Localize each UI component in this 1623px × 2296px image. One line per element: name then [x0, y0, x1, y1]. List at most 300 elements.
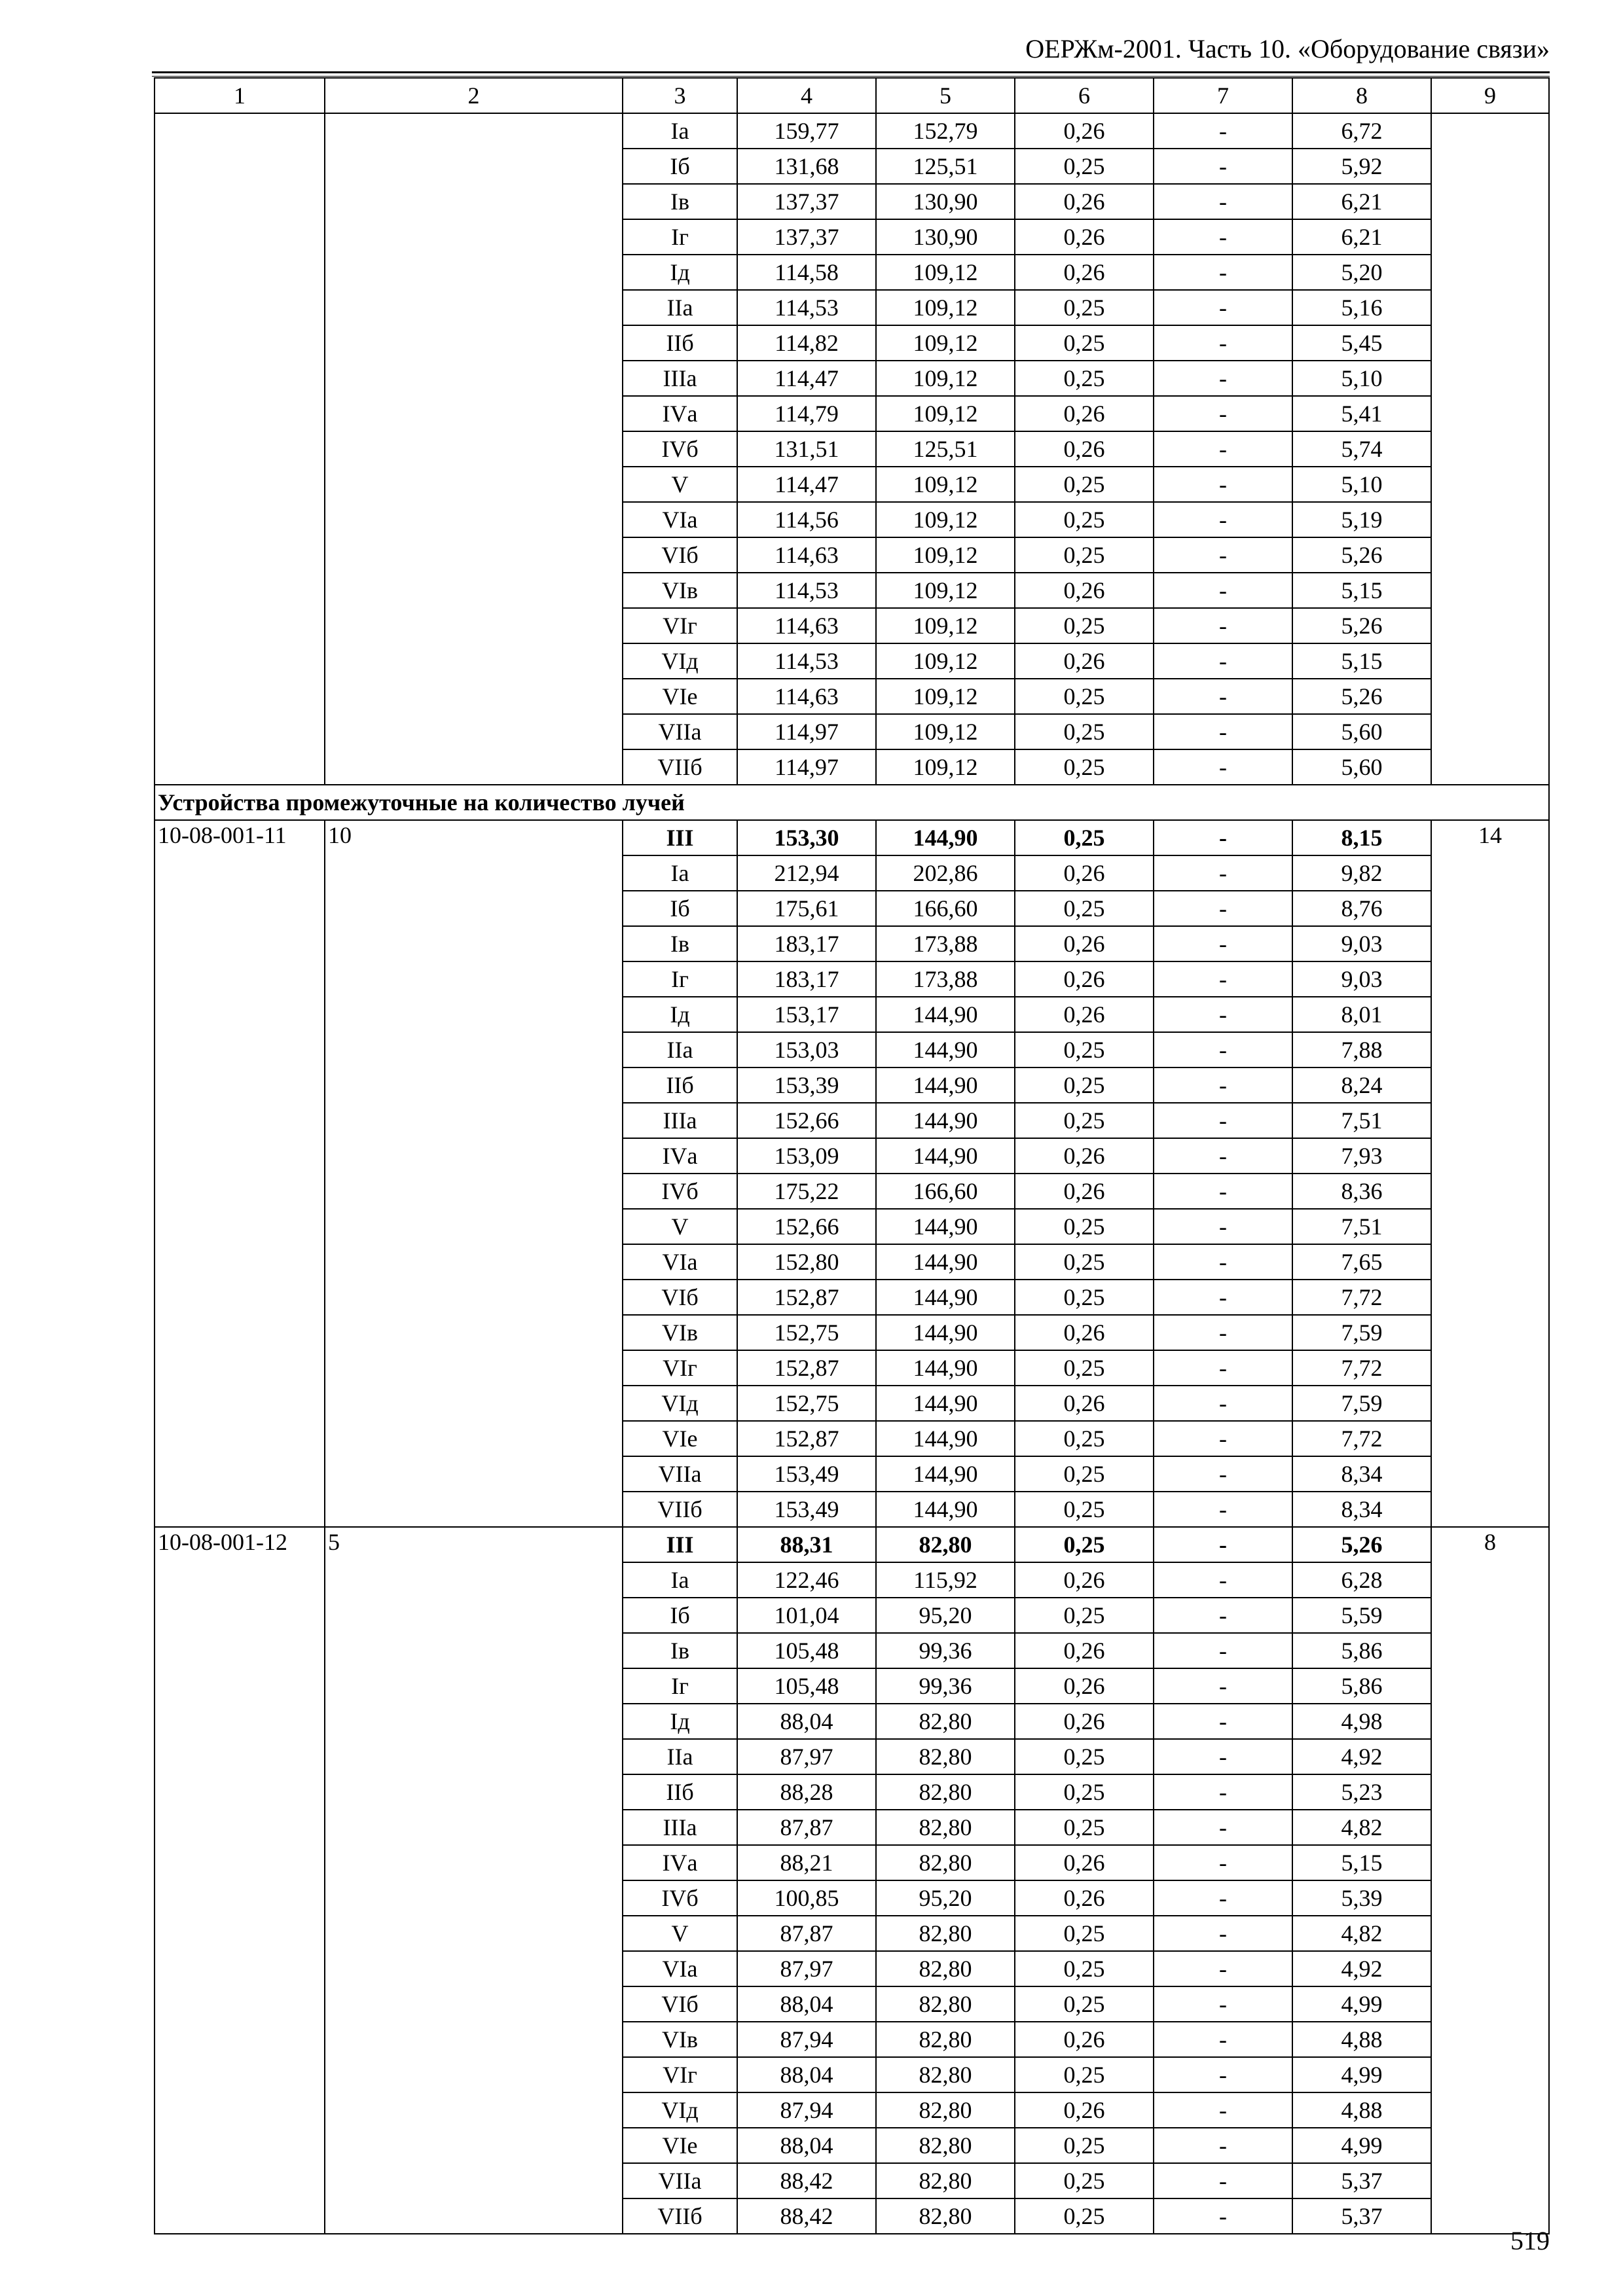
equipment-variant: Iд — [623, 997, 737, 1032]
wages: 82,80 — [876, 1916, 1015, 1951]
materials-cost: 5,15 — [1292, 643, 1431, 679]
driver-wages: - — [1154, 1951, 1292, 1986]
direct-cost: 114,63 — [737, 679, 876, 714]
direct-cost: 88,21 — [737, 1845, 876, 1880]
machine-cost: 0,25 — [1015, 1774, 1154, 1810]
direct-cost: 152,87 — [737, 1421, 876, 1456]
wages: 144,90 — [876, 997, 1015, 1032]
equipment-variant: VIIб — [623, 749, 737, 785]
materials-cost: 5,15 — [1292, 573, 1431, 608]
materials-cost: 7,72 — [1292, 1280, 1431, 1315]
wages: 125,51 — [876, 149, 1015, 184]
machine-cost: 0,25 — [1015, 1209, 1154, 1244]
direct-cost: 131,51 — [737, 431, 876, 467]
materials-cost: 4,99 — [1292, 2128, 1431, 2163]
materials-cost: 8,36 — [1292, 1174, 1431, 1209]
materials-cost: 8,76 — [1292, 891, 1431, 926]
direct-cost: 153,39 — [737, 1067, 876, 1103]
driver-wages: - — [1154, 1704, 1292, 1739]
driver-wages: - — [1154, 679, 1292, 714]
driver-wages: - — [1154, 997, 1292, 1032]
wages: 202,86 — [876, 855, 1015, 891]
wages: 144,90 — [876, 1386, 1015, 1421]
direct-cost: 137,37 — [737, 219, 876, 255]
direct-cost: 88,28 — [737, 1774, 876, 1810]
driver-wages: - — [1154, 1492, 1292, 1527]
direct-cost: 87,87 — [737, 1916, 876, 1951]
driver-wages: - — [1154, 396, 1292, 431]
equipment-variant: Iг — [623, 961, 737, 997]
machine-cost: 0,26 — [1015, 396, 1154, 431]
wages: 144,90 — [876, 1067, 1015, 1103]
direct-cost: 88,42 — [737, 2198, 876, 2234]
direct-cost: 152,66 — [737, 1209, 876, 1244]
machine-cost: 0,26 — [1015, 1138, 1154, 1174]
machine-cost: 0,26 — [1015, 1704, 1154, 1739]
wages: 109,12 — [876, 537, 1015, 573]
materials-cost: 4,99 — [1292, 1986, 1431, 2022]
driver-wages: - — [1154, 1774, 1292, 1810]
wages: 144,90 — [876, 1456, 1015, 1492]
driver-wages: - — [1154, 1916, 1292, 1951]
machine-cost: 0,25 — [1015, 149, 1154, 184]
wages: 99,36 — [876, 1633, 1015, 1668]
machine-cost: 0,25 — [1015, 502, 1154, 537]
wages: 82,80 — [876, 1810, 1015, 1845]
table-row — [155, 1527, 1549, 1562]
header-rule — [152, 71, 1550, 77]
equipment-variant: VIд — [623, 2092, 737, 2128]
driver-wages: - — [1154, 149, 1292, 184]
equipment-variant: IIа — [623, 1739, 737, 1774]
wages: 82,80 — [876, 1739, 1015, 1774]
materials-cost: 7,51 — [1292, 1209, 1431, 1244]
driver-wages: - — [1154, 184, 1292, 219]
materials-cost: 4,99 — [1292, 2057, 1431, 2092]
materials-cost: 5,16 — [1292, 290, 1431, 325]
materials-cost: 5,10 — [1292, 467, 1431, 502]
machine-cost: 0,25 — [1015, 2163, 1154, 2198]
equipment-variant: Iа — [623, 113, 737, 149]
materials-cost: 5,23 — [1292, 1774, 1431, 1810]
machine-cost: 0,25 — [1015, 1598, 1154, 1633]
machine-cost: 0,25 — [1015, 1951, 1154, 1986]
wages: 109,12 — [876, 714, 1015, 749]
machine-cost: 0,26 — [1015, 1633, 1154, 1668]
driver-wages: - — [1154, 2128, 1292, 2163]
wages: 144,90 — [876, 1244, 1015, 1280]
table-row — [155, 820, 1549, 855]
direct-cost: 153,03 — [737, 1032, 876, 1067]
driver-wages: - — [1154, 1668, 1292, 1704]
direct-cost: 153,49 — [737, 1456, 876, 1492]
column-number: 8 — [1292, 78, 1431, 113]
equipment-variant: IVб — [623, 1174, 737, 1209]
driver-wages: - — [1154, 113, 1292, 149]
machine-cost: 0,26 — [1015, 1880, 1154, 1916]
driver-wages: - — [1154, 714, 1292, 749]
driver-wages: - — [1154, 820, 1292, 855]
driver-wages: - — [1154, 1421, 1292, 1456]
direct-cost: 88,04 — [737, 2128, 876, 2163]
machine-cost: 0,25 — [1015, 2198, 1154, 2234]
equipment-variant: V — [623, 1916, 737, 1951]
equipment-variant: IIIа — [623, 1810, 737, 1845]
materials-cost: 5,37 — [1292, 2198, 1431, 2234]
machine-cost: 0,25 — [1015, 1032, 1154, 1067]
driver-wages: - — [1154, 749, 1292, 785]
driver-wages: - — [1154, 1138, 1292, 1174]
direct-cost: 87,94 — [737, 2092, 876, 2128]
materials-cost: 7,59 — [1292, 1386, 1431, 1421]
wages: 82,80 — [876, 2163, 1015, 2198]
wages: 130,90 — [876, 184, 1015, 219]
driver-wages: - — [1154, 926, 1292, 961]
materials-cost: 8,34 — [1292, 1492, 1431, 1527]
materials-cost: 8,24 — [1292, 1067, 1431, 1103]
materials-cost: 7,51 — [1292, 1103, 1431, 1138]
column-number: 7 — [1154, 78, 1292, 113]
driver-wages: - — [1154, 2057, 1292, 2092]
wages: 82,80 — [876, 2022, 1015, 2057]
driver-wages: - — [1154, 1174, 1292, 1209]
rate-code — [155, 113, 325, 785]
wages: 152,79 — [876, 113, 1015, 149]
machine-cost: 0,26 — [1015, 855, 1154, 891]
equipment-variant: Iг — [623, 219, 737, 255]
machine-cost: 0,25 — [1015, 1350, 1154, 1386]
equipment-variant: IIб — [623, 1774, 737, 1810]
direct-cost: 114,47 — [737, 361, 876, 396]
equipment-variant: VIв — [623, 2022, 737, 2057]
driver-wages: - — [1154, 1032, 1292, 1067]
equipment-variant: VIа — [623, 1244, 737, 1280]
wages: 109,12 — [876, 749, 1015, 785]
equipment-variant: IIIа — [623, 361, 737, 396]
machine-cost: 0,25 — [1015, 1103, 1154, 1138]
driver-wages: - — [1154, 537, 1292, 573]
direct-cost: 114,56 — [737, 502, 876, 537]
materials-cost: 5,74 — [1292, 431, 1431, 467]
wages: 166,60 — [876, 1174, 1015, 1209]
materials-cost: 5,10 — [1292, 361, 1431, 396]
wages: 144,90 — [876, 1492, 1015, 1527]
equipment-variant: IIа — [623, 290, 737, 325]
equipment-variant: VIа — [623, 1951, 737, 1986]
machine-cost: 0,26 — [1015, 997, 1154, 1032]
wages: 144,90 — [876, 1350, 1015, 1386]
wages: 82,80 — [876, 1704, 1015, 1739]
wages: 82,80 — [876, 1951, 1015, 1986]
materials-cost: 4,82 — [1292, 1810, 1431, 1845]
wages: 144,90 — [876, 1032, 1015, 1067]
equipment-variant: VIIа — [623, 1456, 737, 1492]
wages: 82,80 — [876, 2198, 1015, 2234]
direct-cost: 88,31 — [737, 1527, 876, 1562]
materials-cost: 5,45 — [1292, 325, 1431, 361]
wages: 109,12 — [876, 255, 1015, 290]
direct-cost: 153,09 — [737, 1138, 876, 1174]
equipment-variant: VIд — [623, 1386, 737, 1421]
machine-cost: 0,26 — [1015, 2022, 1154, 2057]
driver-wages: - — [1154, 1880, 1292, 1916]
driver-wages: - — [1154, 431, 1292, 467]
machine-cost: 0,25 — [1015, 679, 1154, 714]
equipment-variant: IIа — [623, 1032, 737, 1067]
direct-cost: 159,77 — [737, 113, 876, 149]
machine-cost: 0,25 — [1015, 1739, 1154, 1774]
column-number: 4 — [737, 78, 876, 113]
materials-cost: 5,39 — [1292, 1880, 1431, 1916]
direct-cost: 183,17 — [737, 961, 876, 997]
direct-cost: 114,97 — [737, 714, 876, 749]
wages: 95,20 — [876, 1880, 1015, 1916]
column-number: 5 — [876, 78, 1015, 113]
driver-wages: - — [1154, 1280, 1292, 1315]
machine-cost: 0,25 — [1015, 1916, 1154, 1951]
direct-cost: 183,17 — [737, 926, 876, 961]
direct-cost: 114,63 — [737, 537, 876, 573]
equipment-variant: VIIа — [623, 2163, 737, 2198]
driver-wages: - — [1154, 2198, 1292, 2234]
wages: 109,12 — [876, 325, 1015, 361]
wages: 144,90 — [876, 1103, 1015, 1138]
machine-cost: 0,25 — [1015, 1527, 1154, 1562]
direct-cost: 122,46 — [737, 1562, 876, 1598]
rate-column-2: 5 — [325, 1527, 623, 2234]
wages: 82,80 — [876, 2057, 1015, 2092]
equipment-variant: VIг — [623, 2057, 737, 2092]
wages: 115,92 — [876, 1562, 1015, 1598]
equipment-variant: Iд — [623, 255, 737, 290]
machine-cost: 0,25 — [1015, 891, 1154, 926]
equipment-variant: VIб — [623, 1280, 737, 1315]
materials-cost: 6,72 — [1292, 113, 1431, 149]
materials-cost: 4,82 — [1292, 1916, 1431, 1951]
materials-cost: 7,59 — [1292, 1315, 1431, 1350]
machine-cost: 0,25 — [1015, 608, 1154, 643]
driver-wages: - — [1154, 1598, 1292, 1633]
driver-wages: - — [1154, 1350, 1292, 1386]
equipment-variant: V — [623, 1209, 737, 1244]
machine-cost: 0,26 — [1015, 1386, 1154, 1421]
materials-cost: 5,59 — [1292, 1598, 1431, 1633]
driver-wages: - — [1154, 961, 1292, 997]
table-row — [155, 113, 1549, 149]
direct-cost: 153,17 — [737, 997, 876, 1032]
machine-cost: 0,26 — [1015, 1845, 1154, 1880]
machine-cost: 0,25 — [1015, 749, 1154, 785]
materials-cost: 5,26 — [1292, 537, 1431, 573]
machine-cost: 0,25 — [1015, 1456, 1154, 1492]
equipment-variant: Iб — [623, 1598, 737, 1633]
materials-cost: 9,03 — [1292, 961, 1431, 997]
equipment-variant: VIд — [623, 643, 737, 679]
driver-wages: - — [1154, 643, 1292, 679]
wages: 144,90 — [876, 1280, 1015, 1315]
equipment-variant: VIб — [623, 537, 737, 573]
direct-cost: 153,30 — [737, 820, 876, 855]
wages: 99,36 — [876, 1668, 1015, 1704]
materials-cost: 5,92 — [1292, 149, 1431, 184]
direct-cost: 152,87 — [737, 1350, 876, 1386]
column-number: 1 — [155, 78, 325, 113]
direct-cost: 152,80 — [737, 1244, 876, 1280]
materials-cost: 5,60 — [1292, 749, 1431, 785]
driver-wages: - — [1154, 1209, 1292, 1244]
materials-cost: 6,21 — [1292, 184, 1431, 219]
machine-cost: 0,26 — [1015, 961, 1154, 997]
machine-cost: 0,25 — [1015, 1280, 1154, 1315]
direct-cost: 87,94 — [737, 2022, 876, 2057]
equipment-variant: VIг — [623, 1350, 737, 1386]
machine-cost: 0,26 — [1015, 643, 1154, 679]
driver-wages: - — [1154, 2092, 1292, 2128]
rate-code: 10-08-001-11 — [155, 820, 325, 1527]
driver-wages: - — [1154, 1386, 1292, 1421]
machine-cost: 0,25 — [1015, 1492, 1154, 1527]
machine-cost: 0,25 — [1015, 2128, 1154, 2163]
wages: 109,12 — [876, 679, 1015, 714]
machine-cost: 0,26 — [1015, 255, 1154, 290]
direct-cost: 114,53 — [737, 643, 876, 679]
equipment-variant: III — [623, 1527, 737, 1562]
materials-cost: 4,88 — [1292, 2092, 1431, 2128]
driver-wages: - — [1154, 2163, 1292, 2198]
section-heading-row — [155, 785, 1549, 820]
equipment-variant: Iд — [623, 1704, 737, 1739]
materials-cost: 7,65 — [1292, 1244, 1431, 1280]
machine-cost: 0,26 — [1015, 431, 1154, 467]
materials-cost: 9,03 — [1292, 926, 1431, 961]
machine-cost: 0,26 — [1015, 219, 1154, 255]
machine-cost: 0,25 — [1015, 325, 1154, 361]
driver-wages: - — [1154, 1633, 1292, 1668]
machine-cost: 0,25 — [1015, 1244, 1154, 1280]
machine-cost: 0,25 — [1015, 820, 1154, 855]
equipment-variant: Iв — [623, 1633, 737, 1668]
direct-cost: 88,04 — [737, 1704, 876, 1739]
materials-cost: 5,86 — [1292, 1668, 1431, 1704]
materials-cost: 5,19 — [1292, 502, 1431, 537]
machine-cost: 0,26 — [1015, 184, 1154, 219]
machine-cost: 0,26 — [1015, 926, 1154, 961]
direct-cost: 105,48 — [737, 1633, 876, 1668]
machine-cost: 0,25 — [1015, 290, 1154, 325]
direct-cost: 175,22 — [737, 1174, 876, 1209]
driver-wages: - — [1154, 2022, 1292, 2057]
direct-cost: 88,42 — [737, 2163, 876, 2198]
driver-wages: - — [1154, 608, 1292, 643]
equipment-variant: Iб — [623, 891, 737, 926]
driver-wages: - — [1154, 1067, 1292, 1103]
equipment-variant: Iв — [623, 926, 737, 961]
equipment-variant: VIIа — [623, 714, 737, 749]
rate-column-9: 14 — [1431, 820, 1549, 1527]
driver-wages: - — [1154, 467, 1292, 502]
page-number: 519 — [1510, 2226, 1550, 2255]
materials-cost: 6,21 — [1292, 219, 1431, 255]
wages: 82,80 — [876, 2128, 1015, 2163]
direct-cost: 100,85 — [737, 1880, 876, 1916]
direct-cost: 114,53 — [737, 573, 876, 608]
wages: 109,12 — [876, 361, 1015, 396]
direct-cost: 114,79 — [737, 396, 876, 431]
driver-wages: - — [1154, 255, 1292, 290]
materials-cost: 8,01 — [1292, 997, 1431, 1032]
direct-cost: 175,61 — [737, 891, 876, 926]
equipment-variant: VIг — [623, 608, 737, 643]
driver-wages: - — [1154, 855, 1292, 891]
driver-wages: - — [1154, 290, 1292, 325]
materials-cost: 5,26 — [1292, 1527, 1431, 1562]
equipment-variant: IIIа — [623, 1103, 737, 1138]
wages: 130,90 — [876, 219, 1015, 255]
wages: 173,88 — [876, 926, 1015, 961]
wages: 82,80 — [876, 2092, 1015, 2128]
column-number-row — [155, 78, 1549, 113]
equipment-variant: IVа — [623, 396, 737, 431]
machine-cost: 0,25 — [1015, 1067, 1154, 1103]
equipment-variant: IVа — [623, 1845, 737, 1880]
driver-wages: - — [1154, 325, 1292, 361]
direct-cost: 131,68 — [737, 149, 876, 184]
wages: 109,12 — [876, 643, 1015, 679]
direct-cost: 212,94 — [737, 855, 876, 891]
equipment-variant: V — [623, 467, 737, 502]
rate-column-2: 10 — [325, 820, 623, 1527]
direct-cost: 153,49 — [737, 1492, 876, 1527]
materials-cost: 9,82 — [1292, 855, 1431, 891]
driver-wages: - — [1154, 1315, 1292, 1350]
direct-cost: 114,82 — [737, 325, 876, 361]
machine-cost: 0,26 — [1015, 113, 1154, 149]
section-heading: Устройства промежуточные на количество лучей — [155, 785, 1549, 820]
equipment-variant: III — [623, 820, 737, 855]
materials-cost: 4,88 — [1292, 2022, 1431, 2057]
machine-cost: 0,25 — [1015, 2057, 1154, 2092]
equipment-variant: VIе — [623, 1421, 737, 1456]
wages: 144,90 — [876, 1138, 1015, 1174]
equipment-variant: IVа — [623, 1138, 737, 1174]
wages: 166,60 — [876, 891, 1015, 926]
machine-cost: 0,25 — [1015, 1421, 1154, 1456]
materials-cost: 8,34 — [1292, 1456, 1431, 1492]
direct-cost: 114,63 — [737, 608, 876, 643]
direct-cost: 114,47 — [737, 467, 876, 502]
driver-wages: - — [1154, 502, 1292, 537]
machine-cost: 0,25 — [1015, 1986, 1154, 2022]
materials-cost: 6,28 — [1292, 1562, 1431, 1598]
machine-cost: 0,25 — [1015, 361, 1154, 396]
machine-cost: 0,26 — [1015, 2092, 1154, 2128]
column-number: 2 — [325, 78, 623, 113]
wages: 109,12 — [876, 608, 1015, 643]
driver-wages: - — [1154, 1810, 1292, 1845]
equipment-variant: VIе — [623, 2128, 737, 2163]
rate-code: 10-08-001-12 — [155, 1527, 325, 2234]
driver-wages: - — [1154, 1103, 1292, 1138]
machine-cost: 0,26 — [1015, 573, 1154, 608]
wages: 109,12 — [876, 573, 1015, 608]
equipment-variant: VIIб — [623, 2198, 737, 2234]
driver-wages: - — [1154, 1562, 1292, 1598]
driver-wages: - — [1154, 891, 1292, 926]
wages: 109,12 — [876, 502, 1015, 537]
wages: 173,88 — [876, 961, 1015, 997]
materials-cost: 5,26 — [1292, 608, 1431, 643]
equipment-variant: VIа — [623, 502, 737, 537]
